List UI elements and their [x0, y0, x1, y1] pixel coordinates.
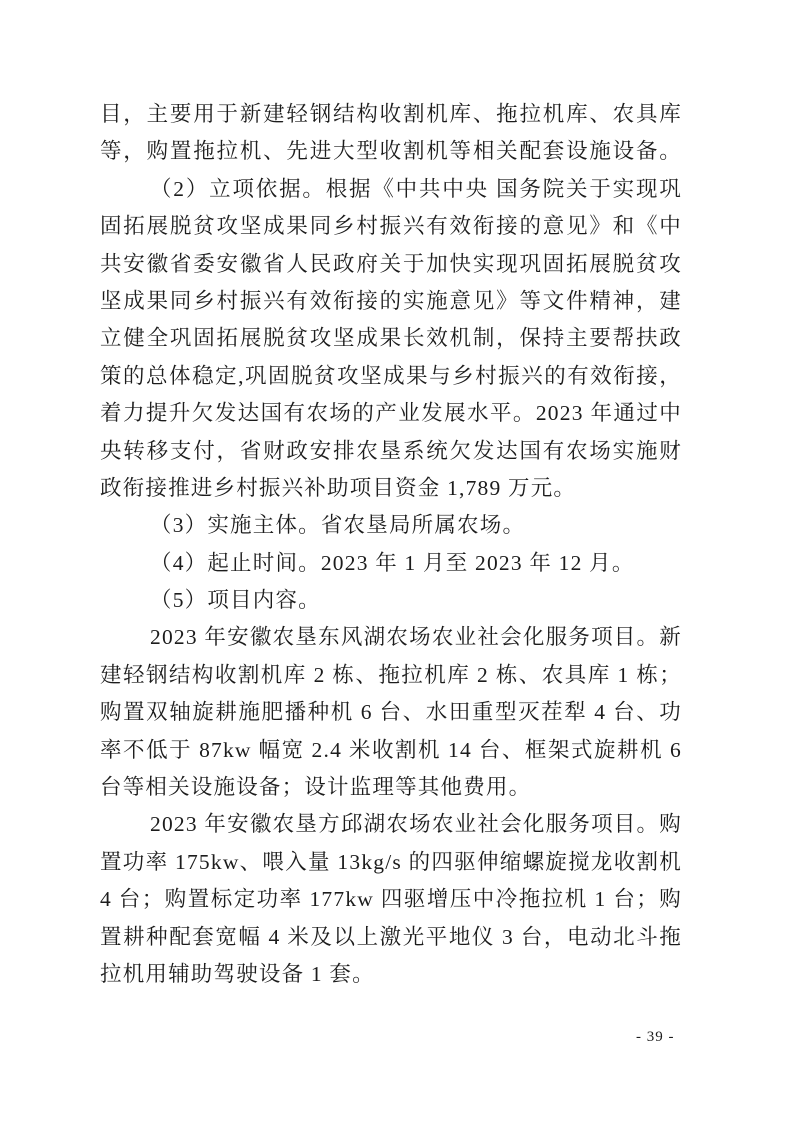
- text-line: 央转移支付，省财政安排农垦系统欠发达国有农场实施财: [100, 438, 682, 463]
- text-line: （2）立项依据。根据《中共中央 国务院关于实现巩: [150, 176, 682, 201]
- text-line: 目，主要用于新建轻钢结构收割机库、拖拉机库、农具库: [100, 102, 682, 126]
- text-line: 固拓展脱贫攻坚成果同乡村振兴有效衔接的意见》和《中: [100, 214, 682, 239]
- page-number: - 39 -: [636, 1029, 675, 1045]
- text-line: 置功率 175kw、喂入量 13kg/s 的四驱伸缩螺旋搅龙收割机: [100, 849, 682, 874]
- text-line: 置耕种配套宽幅 4 米及以上激光平地仪 3 台，电动北斗拖: [100, 924, 682, 949]
- text-line: （3）实施主体。省农垦局所属农场。: [150, 513, 526, 538]
- body-text: [100, 96, 682, 993]
- text-line: 坚成果同乡村振兴有效衔接的实施意见》等文件精神，建: [100, 288, 682, 313]
- text-line: 台等相关设施设备；设计监理等其他费用。: [100, 775, 532, 800]
- text-line: 2023 年安徽农垦东风湖农场农业社会化服务项目。新: [150, 625, 682, 650]
- text-line: （4）起止时间。2023 年 1 月至 2023 年 12 月。: [150, 550, 635, 575]
- text-line: 等，购置拖拉机、先进大型收割机等相关配套设施设备。: [100, 139, 682, 164]
- text-line: 拉机用辅助驾驶设备 1 套。: [100, 961, 375, 986]
- text-line: 共安徽省委安徽省人民政府关于加快实现巩固拓展脱贫攻: [100, 251, 682, 276]
- text-line: 4 台；购置标定功率 177kw 四驱增压中冷拖拉机 1 台；购: [100, 887, 682, 912]
- text-line: 策的总体稳定,巩固脱贫攻坚成果与乡村振兴的有效衔接，: [100, 363, 682, 388]
- text-line: 政衔接推进乡村振兴补助项目资金 1,789 万元。: [100, 475, 577, 500]
- text-line: 购置双轴旋耕施肥播种机 6 台、水田重型灭茬犁 4 台、功: [100, 700, 682, 725]
- text-line: 建轻钢结构收割机库 2 栋、拖拉机库 2 栋、农具库 1 栋；: [100, 662, 682, 687]
- text-line: 着力提升欠发达国有农场的产业发展水平。2023 年通过中: [100, 401, 682, 426]
- text-line: （5）项目内容。: [150, 588, 321, 613]
- text-line: 率不低于 87kw 幅宽 2.4 米收割机 14 台、框架式旋耕机 6: [100, 737, 682, 762]
- text-line: 2023 年安徽农垦方邱湖农场农业社会化服务项目。购: [150, 812, 682, 837]
- text-line: 立健全巩固拓展脱贫攻坚成果长效机制，保持主要帮扶政: [100, 326, 682, 351]
